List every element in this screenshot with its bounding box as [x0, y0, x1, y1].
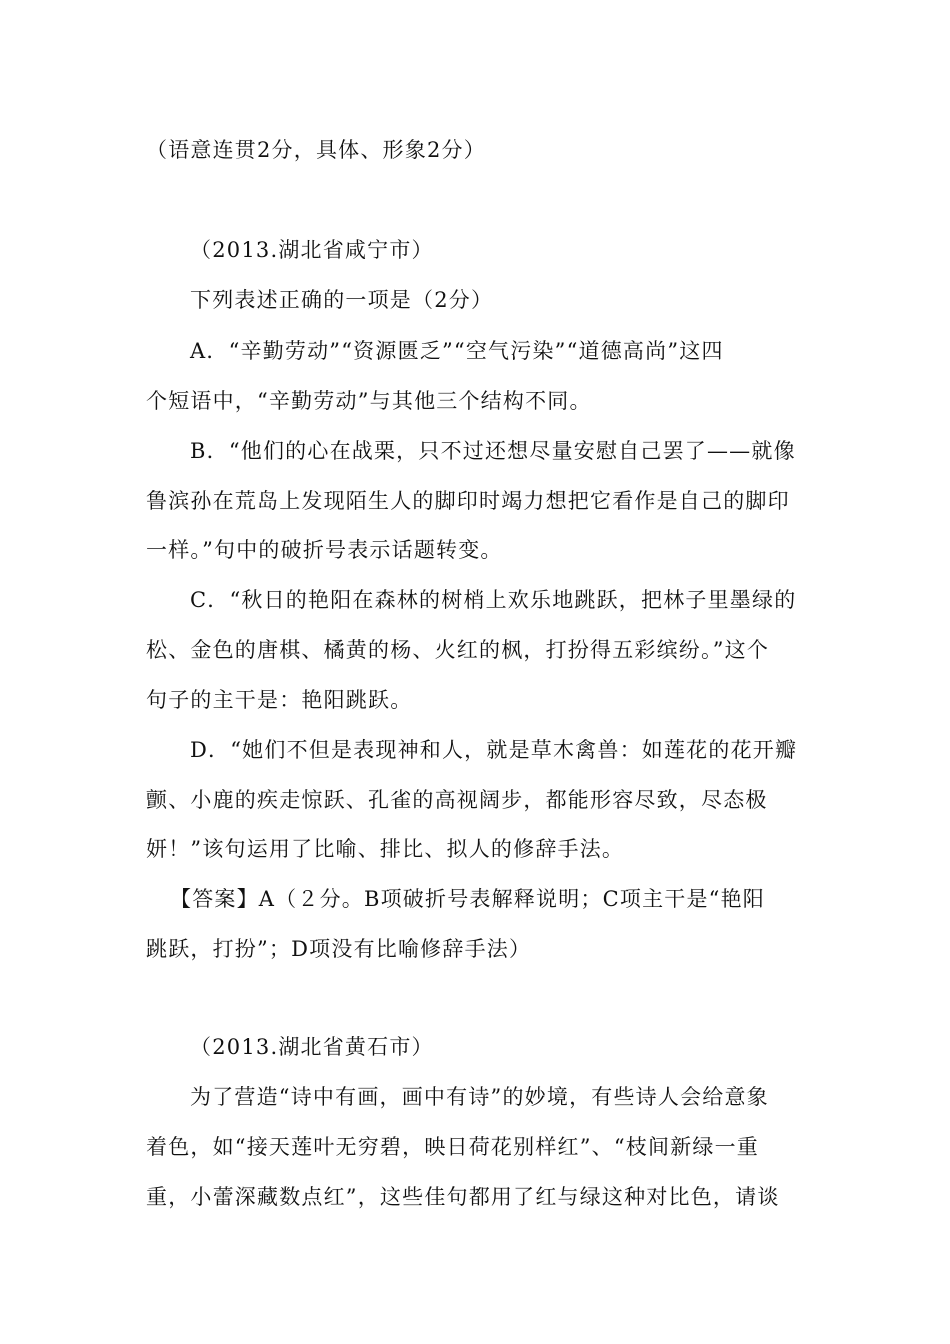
answer-line-1: 【答案】A（２分。B项破折号表解释说明；C项主干是“艳阳 [170, 887, 765, 911]
option-c-line-1: C．“秋日的艳阳在森林的树梢上欢乐地跳跃，把林子里墨绿的 [190, 588, 797, 612]
question-stem: 下列表述正确的一项是（2分） [190, 288, 494, 312]
option-d-line-1: D．“她们不但是表现神和人，就是草木禽兽：如莲花的花开瓣 [190, 738, 798, 762]
option-a-line-1: A．“辛勤劳动”“资源匮乏”“空气污染”“道德高尚”这四 [190, 339, 724, 363]
score-note: （语意连贯2分，具体、形象2分） [146, 138, 486, 162]
question-source-huangshi: （2013.湖北省黄石市） [190, 1035, 434, 1059]
option-a-line-2: 个短语中，“辛勤劳动”与其他三个结构不同。 [146, 389, 592, 413]
option-d-line-2: 颤、小鹿的疾走惊跃、孔雀的高视阔步，都能形容尽致，尽态极 [146, 788, 768, 812]
question-source-xianning: （2013.湖北省咸宁市） [190, 238, 434, 262]
poetry-question-line-3: 重，小蕾深藏数点红”，这些佳句都用了红与绿这种对比色，请谈 [146, 1185, 780, 1209]
option-d-line-3: 妍！”该句运用了比喻、排比、拟人的修辞手法。 [146, 837, 625, 861]
option-c-line-2: 松、金色的唐棋、橘黄的杨、火红的枫，打扮得五彩缤纷。”这个 [146, 638, 770, 662]
answer-line-2: 跳跃，打扮”；D项没有比喻修辞手法） [146, 937, 532, 961]
option-b-line-1: B．“他们的心在战栗，只不过还想尽量安慰自己罢了——就像 [190, 439, 796, 463]
poetry-question-line-2: 着色，如“接天莲叶无穷碧，映日荷花别样红”、“枝间新绿一重 [146, 1135, 760, 1159]
option-b-line-3: 一样。”句中的破折号表示话题转变。 [146, 538, 503, 562]
option-c-line-3: 句子的主干是：艳阳跳跃。 [146, 688, 413, 712]
poetry-question-line-1: 为了营造“诗中有画，画中有诗”的妙境，有些诗人会给意象 [190, 1085, 769, 1109]
option-b-line-2: 鲁滨孙在荒岛上发现陌生人的脚印时竭力想把它看作是自己的脚印 [146, 489, 790, 513]
